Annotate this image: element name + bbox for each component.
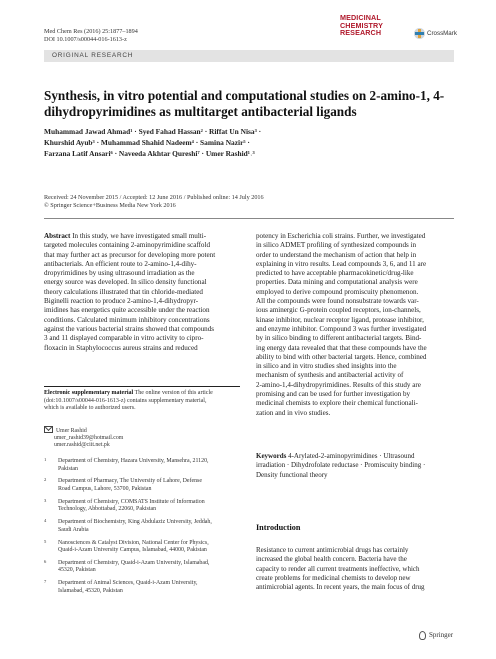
affiliation-item: 6 Department of Chemistry, Quaid-i-Azam University, Islamabad, 45320, Pakistan [44,558,210,574]
affiliation-number: 6 [44,558,47,564]
esm-doi-link[interactable]: (doi:10.1007/s00044-016-1613-z) contains supplementary material, [44,397,207,404]
abstract-line: 3 and 11 displayed comparable in vitro activity to cipro- [44,334,204,343]
abstract-line: kinase inhibitor, nuclear receptor ligand, protease inhibitor, [256,315,424,324]
abstract-left-column [44,232,240,353]
affiliation-number: 5 [44,538,47,544]
abstract-line: promising and can be used for further investigation by [256,390,411,399]
section-label: ORIGINAL RESEARCH [52,52,134,59]
author-line: Farzana Latif Ansari⁶ · Naveeda Akhtar Qureshi⁷ · Umer Rashid¹˒³ [44,149,255,158]
abstract-line: ing energy data revealed that that these compounds have the [256,343,427,352]
abstract-line: imidines has energetics quite accessible under the reaction [44,306,210,315]
abstract-line: energy source was developed. In silico density functional [44,278,207,287]
crossmark-label: CrossMark [427,30,457,37]
affiliation-item: 7 Department of Animal Sciences, Quaid-i-Azam University, Islamabad, 45320, Pakistan [44,579,198,594]
introduction-text: Resistance to current antimicrobial drugs has certainly increased the global health concern. Bacteria have the capacity to render all current treatments ineffective, which create problems for medicinal chemists to develop new antimicrobial agents. In recent years, the main focus of drug [256,546,425,592]
journal-meta [44,28,138,44]
abstract-line: against the various bacterial strains showed that compounds [44,324,215,333]
publisher-name: Springer [429,631,454,639]
author-line: Khurshid Ayub³ · Muhammad Shahid Nadeem⁴ · Samina Nazir⁵ · [44,138,250,147]
affiliation-number: 1 [44,457,47,462]
abstract-line: floxacin in Staphylococcus aureus strains and reduced [44,343,198,352]
abstract-line: potency in Escherichia coli strains. Further, we investigated [256,232,426,240]
affiliation-item: 4 Department of Biochemistry, King Abdulaziz University, Jeddah, Saudi Arabia [44,518,212,533]
affiliation-item: 1 Department of Chemistry, Hazara University, Mansehra, 21120, Pakistan [44,457,209,472]
abstract-right-column [256,232,456,418]
esm-label: Electronic supplementary material [44,390,134,396]
received-line: Received: 24 November 2015 / Accepted: 12 June 2016 / Published online: 14 July 2016 [44,194,264,201]
paper-title: Synthesis, in vitro potential and computational studies on 2-amino-1, 4-dihydropyrimidines as multitarget antibacterial ligands [44,88,445,119]
section-banner [44,50,454,62]
abstract-line: in silico and in vitro studies shed insights into the [256,362,397,371]
abstract-line: employed to derive compound promiscuity phenomenon. [256,287,419,296]
crossmark-icon [414,28,425,39]
doi-link[interactable]: DOI 10.1007/s00044-016-1613-z [44,36,127,43]
affiliation-item: 2 Department of Pharmacy, The University of Lahore, Defense Road Campus, Lahore, 53700, Pakistan [44,477,202,492]
abstract-line: that may further act as precursor for developing more potent [44,250,216,259]
keywords: Keywords 4-Arylated-2-aminopyrimidines · Ultrasound irradiation · Dihydrofolate reductase · Promiscuity binding · Density functional theory [256,452,426,479]
affiliation-number: 3 [44,497,47,503]
abstract-line: properties. Data mining and computational analysis were [256,278,418,287]
email-link[interactable]: umer.rashid@ciit.net.pk [54,442,110,449]
affiliation-item: 3 Department of Chemistry, COMSATS Institute of Information Technology, Abbottabad, 22060, Pakistan [44,497,205,513]
copyright-line: © Springer Science+Business Media New York 2016 [44,202,176,210]
email-link[interactable]: umer_rashid39@hotmail.com [54,435,124,442]
crossmark-badge[interactable] [414,28,457,39]
abstract-line: antibacterials. An efficient route to 2-amino-1,4-dihy- [44,259,197,268]
abstract-line: predicted to have acceptable pharmacokinetic/drug-like [256,269,414,278]
affiliation-list [44,458,244,601]
envelope-icon [44,426,53,433]
abstract-line: 2-amino-1,4-dihydropyrimidines. Results of this study are [256,380,421,389]
abstract-line: Biginelli reaction to produce 2-amino-1,4-dihydropyr- [44,297,199,306]
abstract-line: medicinal chemists to explore their chemical functionali- [256,399,418,408]
abstract-line: targeted molecules containing 2-aminopyrimidine scaffold [44,241,210,250]
abstract-line: Abstract In this study, we have investigated small multi- [44,232,207,240]
abstract-line: ability to bind with other bacterial targets. Hence, combined [256,352,427,361]
correspondence [44,425,123,450]
abstract-line: ious aminergic G-protein coupled receptors, ion-channels, [256,306,421,315]
author-line: Muhammad Jawad Ahmad¹ · Syed Fahad Hassan² · Riffat Un Nisa³ · [44,127,262,136]
divider [44,218,454,219]
abstract-line: mechanism of synthesis and antibacterial activity of [256,371,404,380]
esm-note: Electronic supplementary material The online version of this article (doi:10.1007/s00044-016-1613-z) contains supplementary material, which is available to authorized users. [44,390,240,413]
abstract-label: Abstract [44,232,71,240]
abstract-line: in silico ADMET profiling of synthesized compounds in [256,241,417,250]
abstract-line: by in silico binding to different antibacterial targets. Bind- [256,334,422,343]
affiliation-number: 7 [44,579,47,585]
abstract-line: All the compounds were found nonsubstrate towards var- [256,297,419,306]
abstract-line: dropyrimidines by using ultrasound irradiation as the [44,269,195,278]
journal-logo[interactable] [340,13,457,52]
abstract-line: and enzyme inhibitor. Compound 3 was further investigated [256,324,427,333]
abstract-line: conditions. Calculated minimum inhibitory concentrations [44,315,210,324]
publisher-mark [418,630,453,640]
corresponding-author: Umer Rashid [56,428,87,434]
publication-dates [44,194,264,210]
abstract-line: zation and in vivo studies. [256,408,331,417]
journal-citation: Med Chem Res (2016) 25:1877–1894 [44,28,138,35]
journal-logo-text: MEDICINAL CHEMISTRY RESEARCH [340,13,383,38]
abstract-line: order to understand the mechanism of action that help in [256,250,417,259]
affiliation-item: 5 Nanosciences & Catalyst Division, National Center for Physics, Quaid-i-Azam University Campus, Islamabad, 44000, Pakistan [44,538,209,554]
springer-horse-icon [418,630,426,640]
abstract-line: explaining in vitro results. Lead compounds 3, 6, and 11 are [256,259,427,268]
affiliation-number: 4 [44,518,47,524]
section-heading-introduction: Introduction [256,523,301,532]
author-list [44,126,464,159]
abstract-line: theory calculations illustrated that tin chloride-mediated [44,287,203,296]
keywords-label: Keywords [256,452,287,460]
affiliation-number: 2 [44,477,47,483]
esm-divider [44,386,240,387]
